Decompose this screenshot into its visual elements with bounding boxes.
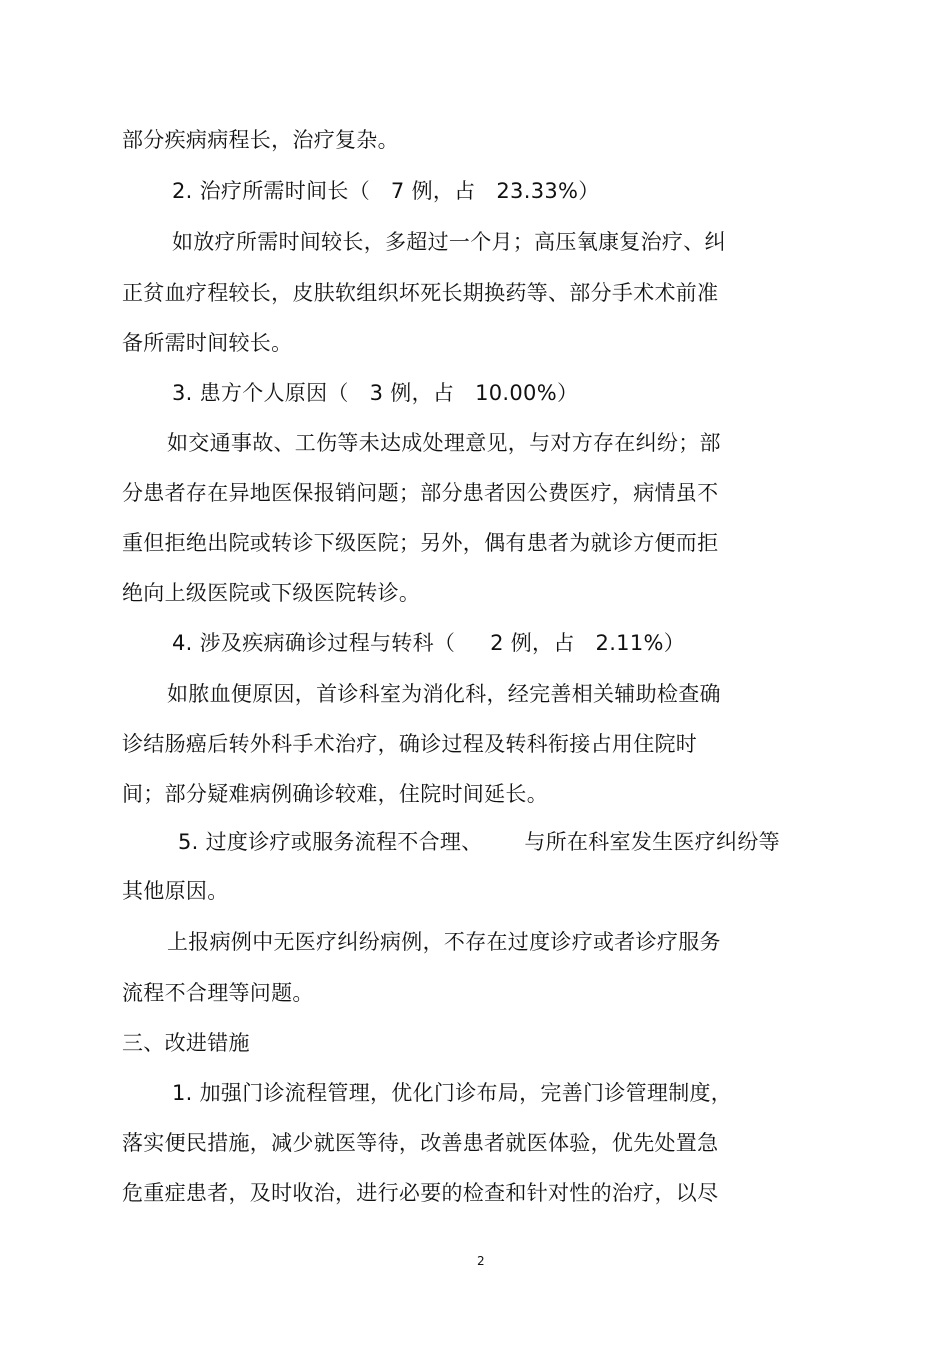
paragraph-line: 备所需时间较长。 xyxy=(122,331,293,355)
paragraph-line: 流程不合理等问题。 xyxy=(122,981,314,1005)
paragraph-line: 分患者存在异地医保报销问题；部分患者因公费医疗，病情虽不 xyxy=(122,481,719,505)
section-heading: 3. 患方个人原因（ 3 例，占 10.00%） xyxy=(172,381,579,405)
paragraph-line: 其他原因。 xyxy=(122,879,229,903)
paragraph-line: 落实便民措施，减少就医等待，改善患者就医体验，优先处置急 xyxy=(122,1131,719,1155)
paragraph-line: 如放疗所需时间较长，多超过一个月；高压氧康复治疗、纠 xyxy=(172,230,726,254)
section-heading: 1. 加强门诊流程管理，优化门诊布局，完善门诊管理制度， xyxy=(172,1081,733,1105)
paragraph-line: 部分疾病病程长，治疗复杂。 xyxy=(122,128,399,152)
paragraph-line: 诊结肠癌后转外科手术治疗，确诊过程及转科衔接占用住院时 xyxy=(122,732,698,756)
paragraph-line: 如交通事故、工伤等未达成处理意见，与对方存在纠纷；部 xyxy=(167,431,721,455)
section-heading: 5. 过度诊疗或服务流程不合理、 与所在科室发生医疗纠纷等 xyxy=(178,830,780,854)
paragraph-line: 绝向上级医院或下级医院转诊。 xyxy=(122,581,421,605)
section-heading: 4. 涉及疾病确诊过程与转科（ 2 例，占 2.11%） xyxy=(172,631,686,655)
paragraph-line: 间；部分疑难病例确诊较难，住院时间延长。 xyxy=(122,782,548,806)
page-number: 2 xyxy=(477,1254,485,1268)
paragraph-line: 正贫血疗程较长，皮肤软组织坏死长期换药等、部分手术术前准 xyxy=(122,281,719,305)
paragraph-line: 重但拒绝出院或转诊下级医院；另外，偶有患者为就诊方便而拒 xyxy=(122,531,719,555)
paragraph-line: 危重症患者，及时收治，进行必要的检查和针对性的治疗，以尽 xyxy=(122,1181,719,1205)
paragraph-line: 如脓血便原因，首诊科室为消化科，经完善相关辅助检查确 xyxy=(167,682,721,706)
paragraph-line: 上报病例中无医疗纠纷病例，不存在过度诊疗或者诊疗服务 xyxy=(167,930,721,954)
chapter-heading: 三、改进错施 xyxy=(122,1031,250,1055)
section-heading: 2. 治疗所需时间长（ 7 例，占 23.33%） xyxy=(172,179,600,203)
